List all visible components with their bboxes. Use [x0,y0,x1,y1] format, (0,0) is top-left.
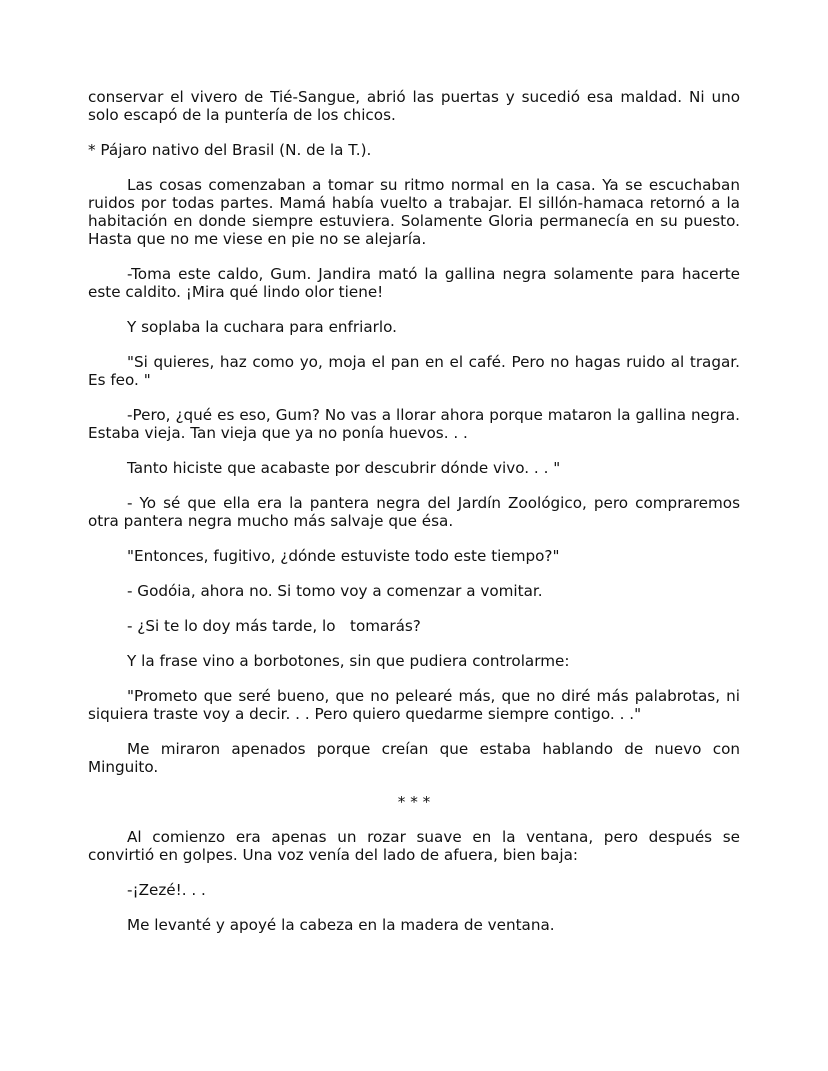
paragraph: -Toma este caldo, Gum. Jandira mató la gallina negra solamente para hacerte este caldito. ¡Mira qué lindo olor tiene! [88,265,740,301]
paragraph: Me miraron apenados porque creían que estaba hablando de nuevo con Minguito. [88,740,740,776]
paragraph: "Si quieres, haz como yo, moja el pan en el café. Pero no hagas ruido al tragar. Es feo. " [88,353,740,389]
document-page [88,88,740,951]
paragraph: Las cosas comenzaban a tomar su ritmo normal en la casa. Ya se escuchaban ruidos por todas partes. Mamá había vuelto a trabajar. El sillón-hamaca retornó a la habitación en donde siempre estuviera. Solamente Gloria permanecía en su puesto. Hasta que no me viese en pie no se alejaría. [88,176,740,248]
paragraph: Tanto hiciste que acabaste por descubrir dónde vivo. . . " [127,459,561,477]
paragraph: - ¿Si te lo doy más tarde, lo tomarás? [127,617,421,635]
paragraph: Al comienzo era apenas un rozar suave en la ventana, pero después se convirtió en golpes. Una voz venía del lado de afuera, bien baja: [88,828,740,864]
section-break: * * * [397,793,431,811]
paragraph: Y la frase vino a borbotones, sin que pudiera controlarme: [127,652,570,670]
paragraph: Me levanté y apoyé la cabeza en la madera de ventana. [127,916,555,934]
paragraph: conservar el vivero de Tié-Sangue, abrió las puertas y sucedió esa maldad. Ni uno solo escapó de la puntería de los chicos. [88,88,740,124]
paragraph: -Pero, ¿qué es eso, Gum? No vas a llorar ahora porque mataron la gallina negra. Estaba vieja. Tan vieja que ya no ponía huevos. . . [88,406,740,442]
paragraph: Y soplaba la cuchara para enfriarlo. [127,318,397,336]
paragraph: -¡Zezé!. . . [127,881,206,899]
paragraph: - Yo sé que ella era la pantera negra del Jardín Zoológico, pero compraremos otra pantera negra mucho más salvaje que ésa. [88,494,740,530]
paragraph: "Prometo que seré bueno, que no pelearé más, que no diré más palabrotas, ni siquiera traste voy a decir. . . Pero quiero quedarme siempre contigo. . ." [88,687,740,723]
paragraph: "Entonces, fugitivo, ¿dónde estuviste todo este tiempo?" [127,547,560,565]
paragraph: - Godóia, ahora no. Si tomo voy a comenzar a vomitar. [127,582,543,600]
footnote: * Pájaro nativo del Brasil (N. de la T.). [88,141,372,159]
